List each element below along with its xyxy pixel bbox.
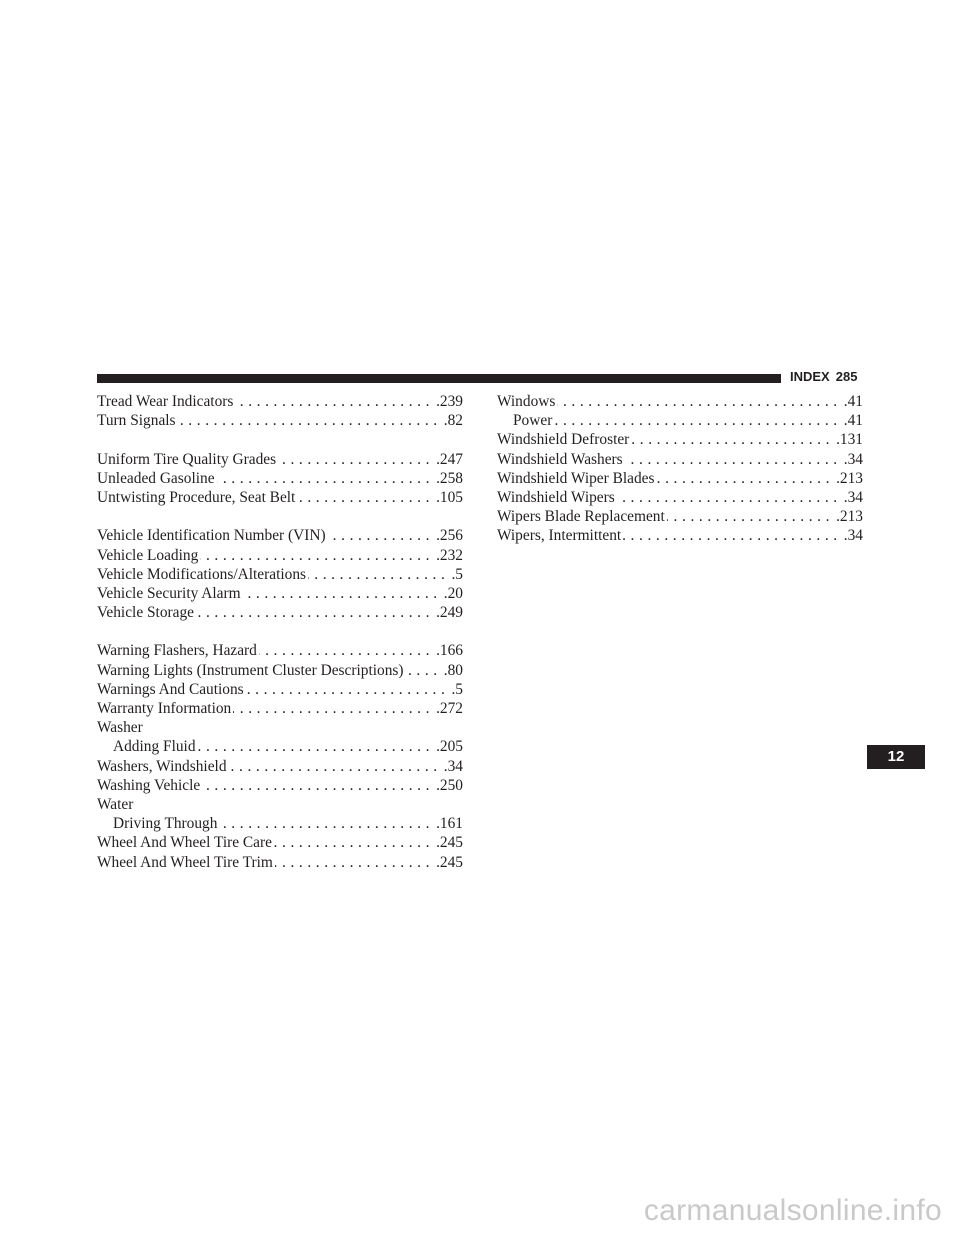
entry-page-number: .247 xyxy=(436,450,463,468)
index-entry xyxy=(97,392,463,411)
entry-page-number: .82 xyxy=(443,412,463,430)
entry-page-number: .41 xyxy=(843,412,863,430)
index-entry xyxy=(97,757,463,776)
entry-label: Turn Signals xyxy=(97,412,176,430)
section-title: INDEX xyxy=(790,369,830,384)
index-entry xyxy=(97,565,463,584)
index-entry xyxy=(497,392,863,411)
chapter-tab: 12 xyxy=(867,745,925,769)
entry-label: Unleaded Gasoline xyxy=(97,469,215,487)
index-entry xyxy=(497,469,863,488)
index-column-right xyxy=(497,392,863,546)
header-rule xyxy=(97,374,781,383)
entry-label: Water xyxy=(97,795,134,813)
index-subentry xyxy=(97,814,463,833)
entry-page-number: .131 xyxy=(836,431,863,449)
entry-gap xyxy=(97,622,463,641)
entry-label: Vehicle Storage xyxy=(97,604,195,622)
entry-page-number: .166 xyxy=(436,642,463,660)
entry-page-number: .80 xyxy=(443,661,463,679)
entry-page-number: .34 xyxy=(443,757,463,775)
index-entry xyxy=(97,699,463,718)
entry-label: Driving Through xyxy=(113,815,218,833)
leader-dots xyxy=(297,488,434,507)
page-number: 285 xyxy=(835,369,858,384)
index-entry xyxy=(97,450,463,469)
entry-page-number: .250 xyxy=(436,776,463,794)
entry-page-number: .5 xyxy=(451,565,463,583)
leader-dots xyxy=(178,411,442,430)
entry-gap xyxy=(97,507,463,526)
leader-dots xyxy=(229,757,442,776)
entry-page-number: .213 xyxy=(836,508,863,526)
entry-page-number: .34 xyxy=(843,450,863,468)
entry-page-number: .20 xyxy=(443,584,463,602)
entry-page-number: .245 xyxy=(436,834,463,852)
index-subentry xyxy=(97,737,463,756)
entry-page-number: .34 xyxy=(843,488,863,506)
index-heading xyxy=(97,718,463,737)
index-entry xyxy=(97,680,463,699)
leader-dots xyxy=(196,603,434,622)
entry-label: Wipers Blade Replacement xyxy=(497,508,665,526)
leader-dots xyxy=(406,661,442,680)
leader-dots xyxy=(554,411,841,430)
leader-dots xyxy=(631,430,834,449)
entry-label: Vehicle Loading xyxy=(97,546,199,564)
index-entry xyxy=(97,469,463,488)
entry-label: Washing Vehicle xyxy=(97,776,201,794)
index-entry xyxy=(97,853,463,872)
leader-dots xyxy=(233,699,434,718)
watermark: carmanualsonline.info xyxy=(643,1194,942,1227)
entry-label: Windshield Wiper Blades xyxy=(497,469,655,487)
index-column-left xyxy=(97,392,463,872)
entry-page-number: .161 xyxy=(436,815,463,833)
index-entry xyxy=(97,584,463,603)
index-entry xyxy=(497,526,863,545)
entry-page-number: .105 xyxy=(436,488,463,506)
index-entry xyxy=(97,661,463,680)
index-entry xyxy=(97,488,463,507)
index-entry xyxy=(497,450,863,469)
entry-label: Washer xyxy=(97,719,143,737)
leader-dots xyxy=(243,584,442,603)
entry-page-number: .239 xyxy=(436,393,463,410)
leader-dots xyxy=(328,526,434,545)
index-entry xyxy=(97,833,463,852)
entry-gap xyxy=(97,430,463,449)
leader-dots xyxy=(235,392,434,411)
leader-dots xyxy=(625,450,842,469)
entry-page-number: .34 xyxy=(843,527,863,545)
leader-dots xyxy=(198,737,435,756)
leader-dots xyxy=(623,526,842,545)
index-entry xyxy=(97,641,463,660)
entry-label: Windows xyxy=(497,393,556,410)
entry-page-number: .272 xyxy=(436,700,463,717)
leader-dots xyxy=(259,641,434,660)
leader-dots xyxy=(308,565,449,584)
entry-label: Warnings And Cautions xyxy=(97,680,244,698)
index-entry xyxy=(97,526,463,545)
entry-label: Windshield Wipers xyxy=(497,488,615,506)
entry-page-number: .5 xyxy=(451,680,463,698)
entry-label: Windshield Washers xyxy=(497,450,623,468)
leader-dots xyxy=(200,546,434,565)
entry-page-number: .213 xyxy=(836,469,863,487)
leader-dots xyxy=(246,680,450,699)
entry-label: Wheel And Wheel Tire Trim xyxy=(97,853,273,871)
leader-dots xyxy=(219,814,434,833)
entry-label: Wheel And Wheel Tire Care xyxy=(97,834,272,852)
entry-label: Vehicle Modifications/Alterations xyxy=(97,565,307,583)
leader-dots xyxy=(274,833,434,852)
index-entry xyxy=(497,488,863,507)
entry-label: Warning Lights (Instrument Cluster Descriptions) xyxy=(97,661,404,679)
leader-dots xyxy=(656,469,834,488)
entry-label: Warranty Information xyxy=(97,700,232,717)
entry-label: Warning Flashers, Hazard xyxy=(97,642,257,660)
entry-label: Vehicle Security Alarm xyxy=(97,584,241,602)
index-entry xyxy=(97,776,463,795)
index-entry xyxy=(97,546,463,565)
entry-page-number: .245 xyxy=(436,853,463,871)
entry-label: Untwisting Procedure, Seat Belt xyxy=(97,488,296,506)
entry-label: Vehicle Identification Number (VIN) xyxy=(97,527,326,545)
leader-dots xyxy=(278,450,434,469)
index-entry xyxy=(97,603,463,622)
entry-label: Windshield Defroster xyxy=(497,431,630,449)
index-entry xyxy=(497,430,863,449)
leader-dots xyxy=(667,507,834,526)
entry-label: Wipers, Intermittent xyxy=(497,527,622,545)
entry-label: Adding Fluid xyxy=(113,738,196,756)
leader-dots xyxy=(217,469,435,488)
entry-page-number: .249 xyxy=(436,604,463,622)
leader-dots xyxy=(617,488,842,507)
entry-label: Power xyxy=(513,412,553,430)
entry-page-number: .41 xyxy=(843,393,863,410)
index-heading xyxy=(97,795,463,814)
entry-label: Uniform Tire Quality Grades xyxy=(97,450,277,468)
entry-label: Tread Wear Indicators xyxy=(97,393,234,410)
leader-dots xyxy=(275,853,434,872)
entry-page-number: .232 xyxy=(436,546,463,564)
leader-dots xyxy=(557,392,841,411)
index-entry xyxy=(497,507,863,526)
leader-dots xyxy=(202,776,434,795)
entry-page-number: .258 xyxy=(436,469,463,487)
entry-page-number: .256 xyxy=(436,527,463,545)
index-entry xyxy=(97,411,463,430)
index-subentry xyxy=(497,411,863,430)
entry-label: Washers, Windshield xyxy=(97,757,227,775)
entry-page-number: .205 xyxy=(436,738,463,756)
running-header xyxy=(790,369,863,384)
